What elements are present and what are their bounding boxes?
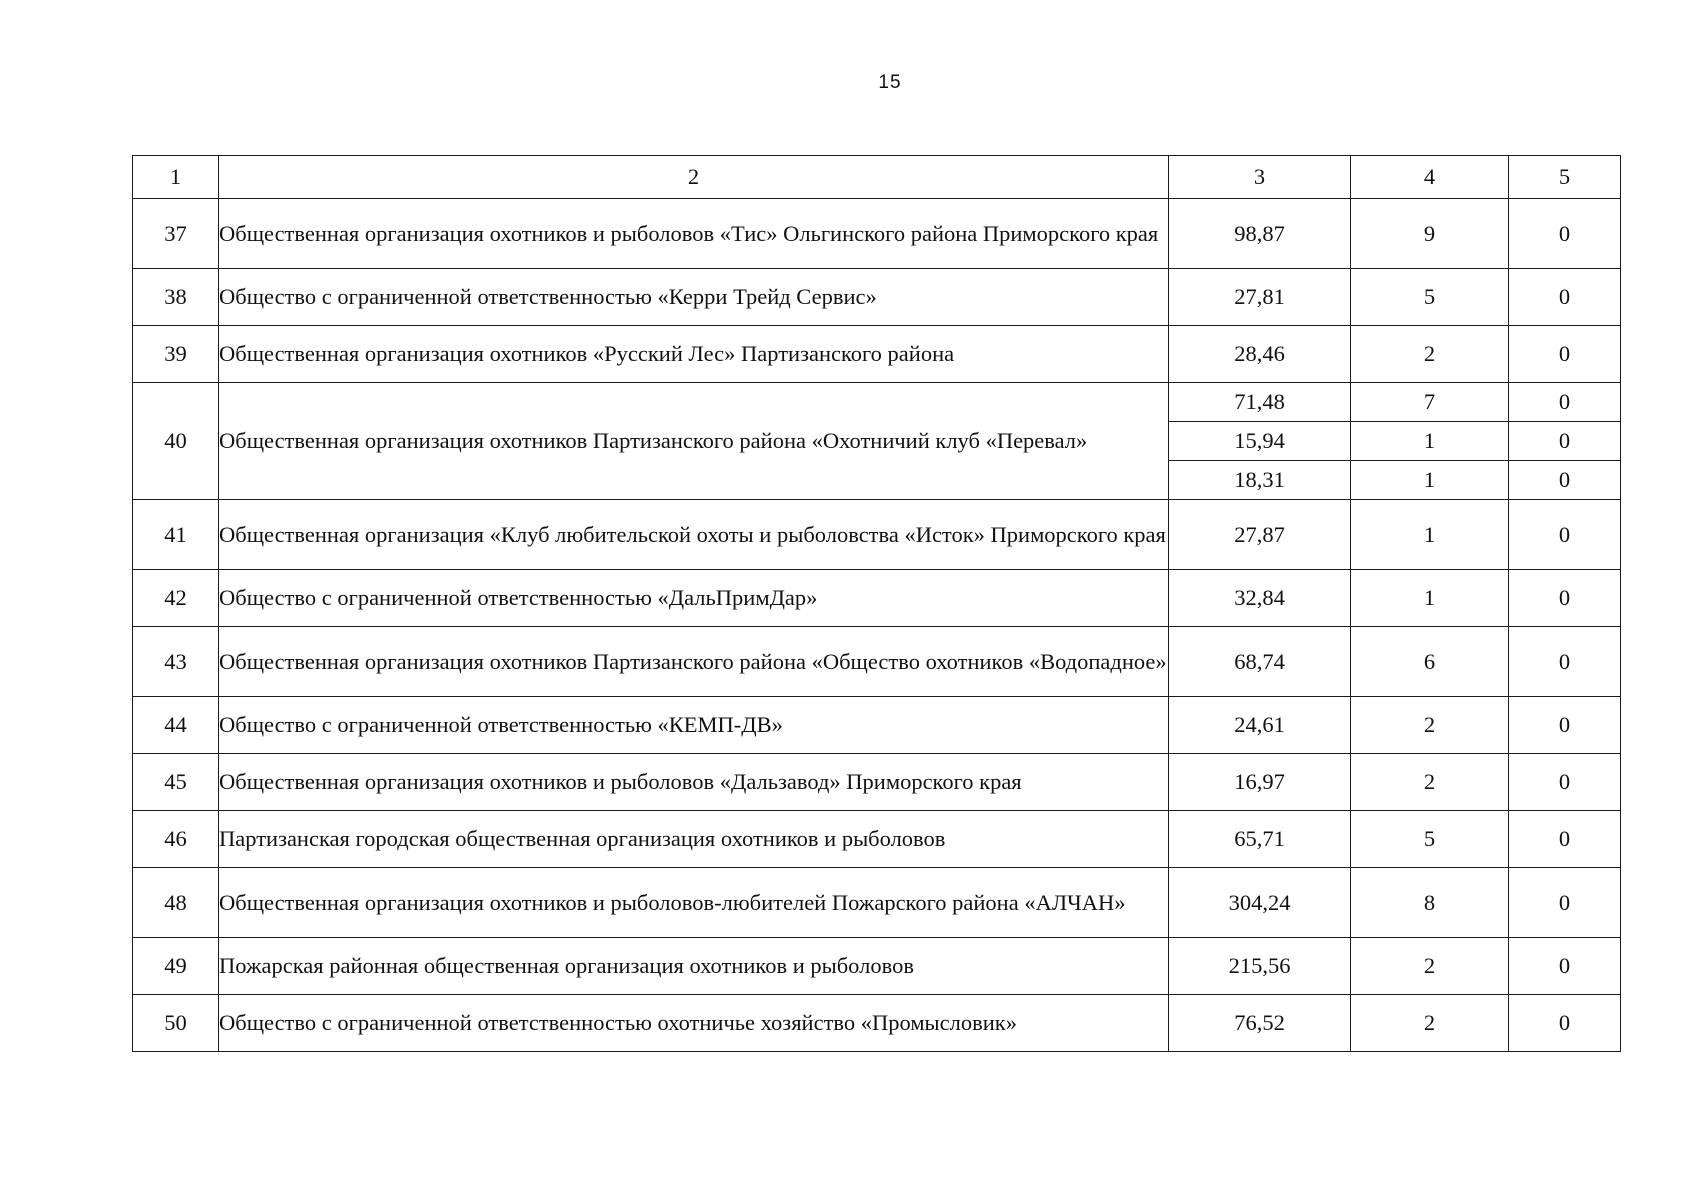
row-number: 40 bbox=[133, 383, 219, 500]
header-cell: 2 bbox=[219, 156, 1169, 199]
organization-name: Общество с ограниченной ответственностью «Керри Трейд Сервис» bbox=[219, 269, 1169, 326]
column-4-value: 5 bbox=[1351, 269, 1509, 326]
organization-name: Общество с ограниченной ответственностью охотничье хозяйство «Промысловик» bbox=[219, 995, 1169, 1052]
row-number: 44 bbox=[133, 697, 219, 754]
column-3-value: 24,61 bbox=[1169, 697, 1351, 754]
organization-name: Общественная организация охотников «Русский Лес» Партизанского района bbox=[219, 326, 1169, 383]
row-number: 37 bbox=[133, 199, 219, 269]
column-3-value: 15,94 bbox=[1169, 422, 1351, 461]
table-row bbox=[133, 995, 1621, 1052]
column-5-value: 0 bbox=[1509, 500, 1621, 570]
column-4-value: 1 bbox=[1351, 500, 1509, 570]
organization-name: Общественная организация «Клуб любительской охоты и рыболовства «Исток» Приморского края bbox=[219, 500, 1169, 570]
column-4-value: 2 bbox=[1351, 326, 1509, 383]
page-number: 15 bbox=[878, 72, 902, 93]
organization-name: Общественная организация охотников Партизанского района «Общество охотников «Водопадное» bbox=[219, 627, 1169, 697]
column-4-value: 1 bbox=[1351, 422, 1509, 461]
column-4-value: 2 bbox=[1351, 995, 1509, 1052]
organization-name: Общественная организация охотников и рыболовов «Дальзавод» Приморского края bbox=[219, 754, 1169, 811]
organization-name: Общественная организация охотников Партизанского района «Охотничий клуб «Перевал» bbox=[219, 383, 1169, 500]
column-5-value: 0 bbox=[1509, 754, 1621, 811]
column-3-value: 68,74 bbox=[1169, 627, 1351, 697]
header-cell: 1 bbox=[133, 156, 219, 199]
table-row bbox=[133, 938, 1621, 995]
column-3-value: 304,24 bbox=[1169, 868, 1351, 938]
table-row bbox=[133, 269, 1621, 326]
column-4-value: 2 bbox=[1351, 754, 1509, 811]
row-number: 41 bbox=[133, 500, 219, 570]
column-3-value: 27,87 bbox=[1169, 500, 1351, 570]
table-row bbox=[133, 868, 1621, 938]
table-row bbox=[133, 811, 1621, 868]
column-5-value: 0 bbox=[1509, 868, 1621, 938]
row-number: 45 bbox=[133, 754, 219, 811]
column-3-value: 76,52 bbox=[1169, 995, 1351, 1052]
row-number: 38 bbox=[133, 269, 219, 326]
header-cell: 5 bbox=[1509, 156, 1621, 199]
row-number: 48 bbox=[133, 868, 219, 938]
column-5-value: 0 bbox=[1509, 461, 1621, 500]
row-number: 50 bbox=[133, 995, 219, 1052]
column-4-value: 9 bbox=[1351, 199, 1509, 269]
column-5-value: 0 bbox=[1509, 199, 1621, 269]
column-5-value: 0 bbox=[1509, 811, 1621, 868]
column-3-value: 65,71 bbox=[1169, 811, 1351, 868]
column-5-value: 0 bbox=[1509, 383, 1621, 422]
column-4-value: 2 bbox=[1351, 938, 1509, 995]
table-row bbox=[133, 383, 1621, 422]
table-row bbox=[133, 697, 1621, 754]
row-number: 42 bbox=[133, 570, 219, 627]
row-number: 49 bbox=[133, 938, 219, 995]
organization-name: Общественная организация охотников и рыболовов-любителей Пожарского района «АЛЧАН» bbox=[219, 868, 1169, 938]
table-header-row bbox=[133, 156, 1621, 199]
column-4-value: 1 bbox=[1351, 570, 1509, 627]
column-4-value: 5 bbox=[1351, 811, 1509, 868]
column-5-value: 0 bbox=[1509, 326, 1621, 383]
column-3-value: 18,31 bbox=[1169, 461, 1351, 500]
organization-name: Общество с ограниченной ответственностью «КЕМП-ДВ» bbox=[219, 697, 1169, 754]
table-row bbox=[133, 500, 1621, 570]
column-3-value: 28,46 bbox=[1169, 326, 1351, 383]
column-3-value: 215,56 bbox=[1169, 938, 1351, 995]
column-5-value: 0 bbox=[1509, 570, 1621, 627]
column-5-value: 0 bbox=[1509, 269, 1621, 326]
organization-name: Общественная организация охотников и рыболовов «Тис» Ольгинского района Приморского края bbox=[219, 199, 1169, 269]
column-5-value: 0 bbox=[1509, 938, 1621, 995]
column-3-value: 71,48 bbox=[1169, 383, 1351, 422]
header-cell: 4 bbox=[1351, 156, 1509, 199]
column-3-value: 98,87 bbox=[1169, 199, 1351, 269]
header-cell: 3 bbox=[1169, 156, 1351, 199]
row-number: 46 bbox=[133, 811, 219, 868]
column-4-value: 6 bbox=[1351, 627, 1509, 697]
column-4-value: 2 bbox=[1351, 697, 1509, 754]
column-5-value: 0 bbox=[1509, 422, 1621, 461]
column-5-value: 0 bbox=[1509, 697, 1621, 754]
table-row bbox=[133, 570, 1621, 627]
organization-name: Партизанская городская общественная организация охотников и рыболовов bbox=[219, 811, 1169, 868]
table-row bbox=[133, 754, 1621, 811]
column-4-value: 1 bbox=[1351, 461, 1509, 500]
column-5-value: 0 bbox=[1509, 627, 1621, 697]
table-row bbox=[133, 627, 1621, 697]
hunting-grounds-table bbox=[132, 155, 1621, 1052]
row-number: 39 bbox=[133, 326, 219, 383]
organization-name: Общество с ограниченной ответственностью «ДальПримДар» bbox=[219, 570, 1169, 627]
column-4-value: 8 bbox=[1351, 868, 1509, 938]
column-3-value: 16,97 bbox=[1169, 754, 1351, 811]
row-number: 43 bbox=[133, 627, 219, 697]
table-row bbox=[133, 199, 1621, 269]
organization-name: Пожарская районная общественная организация охотников и рыболовов bbox=[219, 938, 1169, 995]
column-4-value: 7 bbox=[1351, 383, 1509, 422]
table-row bbox=[133, 326, 1621, 383]
column-5-value: 0 bbox=[1509, 995, 1621, 1052]
column-3-value: 32,84 bbox=[1169, 570, 1351, 627]
column-3-value: 27,81 bbox=[1169, 269, 1351, 326]
